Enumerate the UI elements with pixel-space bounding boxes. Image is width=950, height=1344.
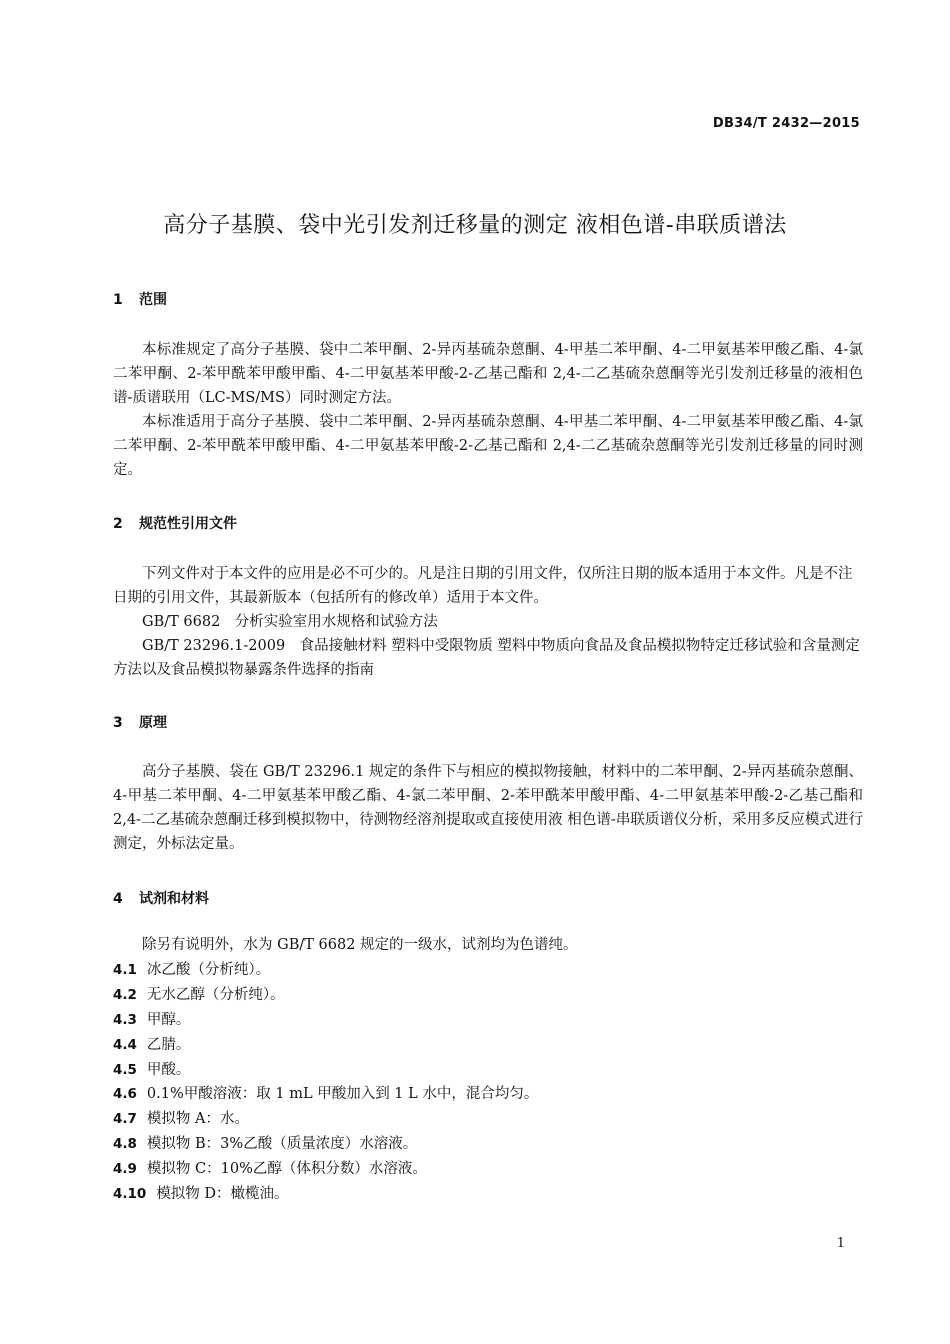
list-item xyxy=(113,1033,190,1057)
list-item xyxy=(113,1182,289,1206)
document-number: DB34/T 2432—2015 xyxy=(712,116,860,131)
item-text: 冰乙酸（分析纯）。 xyxy=(146,962,271,978)
paragraph: 本标准适用于高分子基膜、袋中二苯甲酮、2-异丙基硫杂蒽酮、4-甲基二苯甲酮、4-二甲氨基苯甲酸乙酯、4-氯二苯甲酮、2-苯甲酰苯甲酸甲酯、4-二甲氨基苯甲酸-2-乙基己酯和 2,4-二乙基硫杂蒽酮等光引发剂迁移量的同时测定。 xyxy=(113,414,863,478)
section-number: 4 xyxy=(113,891,123,907)
section-body-normative-references xyxy=(113,562,863,682)
page-number: 1 xyxy=(836,1236,845,1251)
reference-entry: GB/T 23296.1-2009 食品接触材料 塑料中受限物质 塑料中物质向食品及食品模拟物特定迁移试验和含量测定方法以及食品模拟物暴露条件选择的指南 xyxy=(113,638,860,678)
list-item xyxy=(113,958,270,982)
section-heading-principle xyxy=(113,712,167,732)
item-number: 4.4 xyxy=(113,1037,137,1053)
section-number: 1 xyxy=(113,292,123,308)
document-title: 高分子基膜、袋中光引发剂迁移量的测定 液相色谱-串联质谱法 xyxy=(163,213,787,238)
item-text: 甲醇。 xyxy=(146,1012,191,1028)
section-title: 试剂和材料 xyxy=(139,891,209,907)
list-item xyxy=(113,1157,427,1181)
item-number: 4.9 xyxy=(113,1161,137,1177)
section-title: 原理 xyxy=(139,715,167,731)
list-item xyxy=(113,1082,538,1106)
item-text: 甲酸。 xyxy=(146,1062,191,1078)
list-item xyxy=(113,983,285,1007)
reference-entry: GB/T 6682 分析实验室用水规格和试验方法 xyxy=(142,614,438,630)
item-number: 4.2 xyxy=(113,987,137,1003)
section-body-principle xyxy=(113,760,863,856)
paragraph: 高分子基膜、袋在 GB/T 23296.1 规定的条件下与相应的模拟物接触，材料中的二苯甲酮、2-异丙基硫杂蒽酮、4-甲基二苯甲酮、4-二甲氨基苯甲酸乙酯、4-氯二苯甲酮、2-苯甲酰苯甲酸甲酯、4-二甲氨基苯甲酸-2-乙基己酯和 2,4-二乙基硫杂蒽酮迁移到模拟物中，待测物经溶剂提取或直接使用液 相色谱-串联质谱仪分析，采用多反应模式进行测定，外标法定量。 xyxy=(113,764,863,852)
paragraph: 本标准规定了高分子基膜、袋中二苯甲酮、2-异丙基硫杂蒽酮、4-甲基二苯甲酮、4-二甲氨基苯甲酸乙酯、4-氯二苯甲酮、2-苯甲酰苯甲酸甲酯、4-二甲氨基苯甲酸-2-乙基己酯和 2,4-二乙基硫杂蒽酮等光引发剂迁移量的液相色谱-质谱联用（LC-MS/MS）同时测定方法。 xyxy=(113,342,863,406)
section-body-scope xyxy=(113,338,863,482)
paragraph: 下列文件对于本文件的应用是必不可少的。凡是注日期的引用文件，仅所注日期的版本适用于本文件。凡是不注日期的引用文件，其最新版本（包括所有的修改单）适用于本文件。 xyxy=(113,566,853,606)
list-item xyxy=(113,1132,417,1156)
section-number: 3 xyxy=(113,715,123,731)
section-heading-reagents xyxy=(113,888,209,908)
section-title: 范围 xyxy=(139,292,167,308)
list-item xyxy=(113,1058,190,1082)
item-text: 模拟物 A：水。 xyxy=(146,1111,250,1127)
item-text: 模拟物 C：10%乙醇（体积分数）水溶液。 xyxy=(146,1161,427,1177)
list-item xyxy=(113,1107,249,1131)
section-intro-reagents xyxy=(113,933,863,957)
section-number: 2 xyxy=(113,516,123,532)
item-number: 4.6 xyxy=(113,1086,137,1102)
section-title: 规范性引用文件 xyxy=(139,516,237,532)
item-number: 4.10 xyxy=(113,1186,147,1202)
item-text: 无水乙醇（分析纯）。 xyxy=(146,987,285,1003)
item-number: 4.3 xyxy=(113,1012,137,1028)
item-number: 4.8 xyxy=(113,1136,137,1152)
item-number: 4.1 xyxy=(113,962,137,978)
item-text: 模拟物 D：橄榄油。 xyxy=(156,1186,289,1202)
list-item xyxy=(113,1008,190,1032)
item-number: 4.5 xyxy=(113,1062,137,1078)
section-heading-scope xyxy=(113,289,167,309)
item-number: 4.7 xyxy=(113,1111,137,1127)
item-text: 乙腈。 xyxy=(146,1037,191,1053)
item-text: 0.1%甲酸溶液：取 1 mL 甲酸加入到 1 L 水中，混合均匀。 xyxy=(146,1086,539,1102)
paragraph: 除另有说明外，水为 GB/T 6682 规定的一级水，试剂均为色谱纯。 xyxy=(142,937,578,953)
section-heading-normative-references xyxy=(113,513,237,533)
item-text: 模拟物 B：3%乙酸（质量浓度）水溶液。 xyxy=(146,1136,418,1152)
